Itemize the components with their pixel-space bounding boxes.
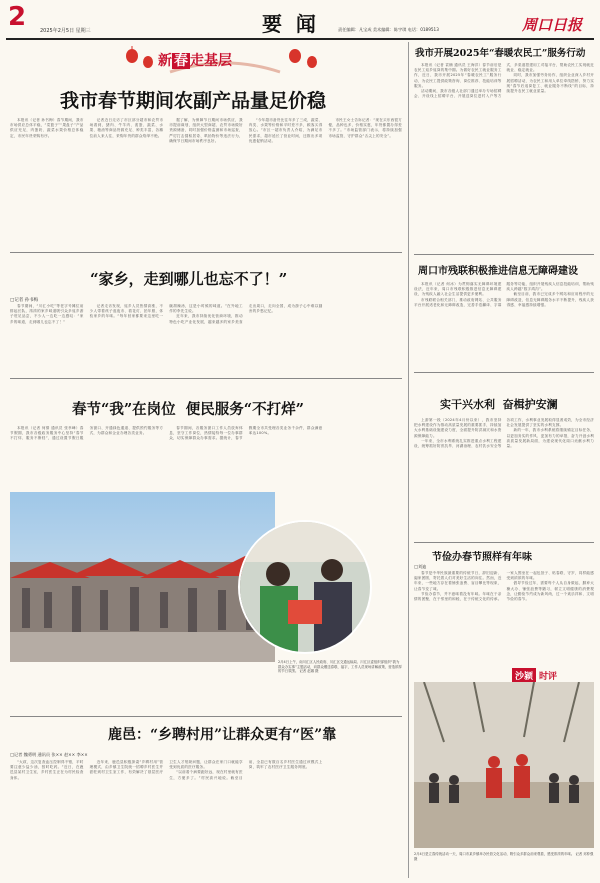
paragraph: 本报讯（记者 孙书梅）春节期间，我市市场供应总体平稳，“菜篮子”“果盘子”产品供应充足，肉蛋奶、蔬菜水果价格总体稳定，市民年货采购有序。 bbox=[10, 118, 84, 138]
paragraph: 倡导节俭过年，需要每个人从自身做起，摒弃大操大办、铺张浪费等陋习，树立文明健康的消费观念，让勤俭节约成为新风尚，过一个欢乐祥和、文明节俭的春节。 bbox=[506, 581, 594, 602]
masthead bbox=[0, 0, 600, 40]
paragraph: 市民王女士告诉记者：“现在买东西很方便，品种也多，价格实惠，年货都置办得差不多了。”市场监管部门表示，将持续加强市场监管，守护群众“舌尖上的安全”。 bbox=[328, 118, 402, 138]
paragraph: 近年来，鹿邑县积极探索“乡聘村用”管理模式，由乡镇卫生院统一招聘乡村医生并派驻到村卫生室工作，有效解决了基层医疗卫生人才短缺问题，让群众在家门口就能享受到优质的医疗服务。 bbox=[89, 760, 243, 775]
article5-title: 我市开展2025年“春暖农民工”服务行动 bbox=[415, 48, 586, 59]
article8-byline: □刘迪 bbox=[414, 564, 427, 569]
paragraph: 截至目前，我市已完成多个网站和应用程序的无障碍改造，信息无障碍服务水平不断提升，残疾人获得感、幸福感持续增强。 bbox=[506, 292, 594, 307]
article6-body bbox=[414, 282, 594, 370]
divider bbox=[10, 252, 402, 253]
article7-body bbox=[414, 418, 594, 538]
article4-body bbox=[10, 760, 402, 878]
divider bbox=[414, 254, 594, 255]
article2-byline: □记者 孙书梅 bbox=[10, 298, 39, 303]
commentary-tag bbox=[512, 664, 560, 682]
paragraph: 记者走访发现，返乡人员热情高涨，不少人带着孩子逛夜市、看花灯、拍年照，体验家乡的年味。“每年回家都要来这里吃一碗胡辣汤，这是小时候的味道。”在外地工作的李先生说。 bbox=[89, 304, 243, 319]
divider bbox=[10, 716, 402, 717]
paper-logo: 周口日报 bbox=[522, 16, 583, 34]
paragraph: 近年来，我市持续优化营商环境，推动特色小吃产业化发展，越来越多的家乡美食走出周口，走向全国，成为游子心中难以割舍的乡愁记忆。 bbox=[169, 304, 323, 324]
paragraph: “今年超市备货比往年多了三成，蔬菜、肉类、水果等价格和平时差不多，顾客买得放心。”市区一超市负责人介绍，为满足市民需求，超市延长了营业时间，还推出多项优惠促销活动。 bbox=[248, 118, 323, 143]
rubric-label-a: 新 bbox=[158, 53, 172, 69]
article1-body bbox=[10, 118, 402, 246]
article2-body bbox=[10, 304, 402, 376]
article8-title: 节俭办春节照样有年味 bbox=[432, 552, 532, 563]
rubric-label-b: 春 bbox=[174, 53, 188, 69]
paragraph: 记者近日走访了市区部分超市和农贸市场看到，猪肉、牛羊肉、禽蛋、蔬菜、水果、粮油等商品货源充足、种类丰富，各摊位前人来人往，采购年货的群众络绎不绝。 bbox=[89, 118, 164, 138]
photo-caption: 2月4日上午，南川汇区人民政府、川汇区交通运输局、川汇区委组织部组织“我为群众办实事”主题活动，向群众赠送春联、福字，工作人员现场讲解政策，营造浓厚的节日氛围。 记者 赵娜 摄 bbox=[278, 660, 402, 674]
news-photo-inset bbox=[238, 520, 372, 654]
paragraph: 春节是中华民族最重要的传统节日，辞旧迎新、阖家团圆，寄托着人们对美好生活的向往。然而，近年来，一些地方存在着铺张浪费、盲目攀比等现象，让春节变了味。 bbox=[414, 571, 502, 591]
paragraph: 本报讯（记者 何冰）为贯彻落实无障碍环境建设法，近年来，周口市残联积极推进信息无障碍建设，为残疾人融入社会生活提供更多便利。 bbox=[414, 282, 502, 297]
rubric-label-c: 走基层 bbox=[190, 53, 232, 69]
article1-title: 我市春节期间农副产品量足价稳 bbox=[60, 90, 327, 112]
dance-scene-image bbox=[414, 682, 594, 848]
article3-title: 春节“我”在岗位 便民服务“不打烊” bbox=[72, 401, 304, 418]
masthead-rule bbox=[6, 38, 594, 40]
paragraph: 春节期间，“川汇小吃”等老字号摊位前排起长队，浓浓的家乡味道吸引众多返乡游子驻足品尝，不少人一边吃一边感叹：“家乡的味道，走到哪儿也忘不了！” bbox=[10, 304, 84, 324]
news-photo bbox=[10, 492, 275, 662]
paragraph: 活动期间，我市各级人社部门通过举办专场招聘会、开设线上招聘平台、开展送岗位进村入户等方式，多渠道搭建用工对接平台，帮助农民工实现就近就业、稳定就业。 bbox=[414, 63, 594, 99]
people-portrait-image bbox=[240, 522, 370, 652]
paragraph: 节俭办春节，并不意味着没有年味。年味在于亲情的团聚，在于邻里的和睦，在于传统文化的传承。一家人围坐在一起包饺子、贴春联、守岁，同样能感受到浓浓的年味。 bbox=[414, 571, 594, 602]
paragraph: 新的一年，我市水利系统将继续锚定目标任务，以更加务实的作风、更加有力的举措，奋力开创水利高质量发展新局面，为建设现代化周口贡献水利力量。 bbox=[506, 428, 594, 449]
divider bbox=[10, 378, 402, 379]
commentary-tag-a: 沙颍 bbox=[512, 668, 536, 683]
photo2-caption: 2月4日是立春传统活动一天，周口市某乡镇举办民俗文化活动，吸引众多群众前来观看，感受浓浓的年味。 记者 邓仲强 摄 bbox=[414, 852, 594, 861]
editors-line: 责任编辑：凡宝成 美术编辑：陈宇琪 电话：0189513 bbox=[338, 27, 439, 32]
article6-title: 周口市残联积极推进信息无障碍建设 bbox=[418, 266, 578, 277]
article7-title: 实干兴水利 奋楫护安澜 bbox=[440, 398, 558, 411]
article5-body bbox=[414, 63, 594, 251]
section-title: 要 闻 bbox=[262, 12, 316, 36]
paragraph: 春节期间，各服务窗口工作人员放弃休息，坚守工作岗位，热情接待每一位办事群众，切实保障群众办事需求。据统计，春节假期全市共受理各类业务千余件，群众满意率达100%。 bbox=[169, 426, 323, 441]
divider bbox=[414, 372, 594, 373]
paragraph: 一年来，全市水利系统扎实推进重点水利工程建设，统筹抓好防汛抗旱、河湖治理、农村饮水安全等各项工作，水利事业发展取得显著成效，为全市经济社会发展提供了坚实的水利支撑。 bbox=[414, 418, 594, 449]
festival-photo bbox=[414, 682, 594, 848]
rubric-title bbox=[158, 50, 232, 70]
article8-body bbox=[414, 571, 594, 663]
article2-title: “家乡，走到哪儿也忘不了！” bbox=[90, 270, 288, 288]
article4-title: 鹿邑：“乡聘村用”让群众更有“医”靠 bbox=[108, 727, 337, 743]
paragraph: 上游第一段（2024年4月份以来），我市坚持把水利建设作为推动高质量发展的重要抓手，持续加大水利基础设施建设力度，全面提升防洪减灾和水资源保障能力。 bbox=[414, 418, 502, 438]
page-number: 2 bbox=[8, 2, 27, 32]
paragraph: 市残联联合相关部门，推动政府网站、公共服务平台开展适老化和无障碍改造，完善手语翻译、字幕服务等功能，组织开展残疾人信息技能培训，帮助残疾人跨越“数字鸿沟”。 bbox=[414, 282, 594, 307]
paragraph: 据了解，为保障节日期间市场供应，我市提前谋划，组织大型商超、农贸市场做好货源储备，同时加强价格监测和市场巡查，严厉打击囤积居奇、哄抬物价等违法行为，确保节日期间市场秩序良好。 bbox=[169, 118, 243, 143]
paragraph: 本报讯（记者 袁楠 通讯员 王海洋）春节前后是农民工返乡返岗的集中期。为做好农民工就业服务工作，近日，我市开展2025年“春暖农民工”服务行动，为农民工提供政策咨询、岗位推荐、技能培训等服务。 bbox=[414, 63, 502, 88]
paragraph: “大叔，这次复查血压控制得不错，平时要注意少盐少油，按时吃药。”近日，在鹿邑县某村卫生室，乡村医生正在为村民检查身体。 bbox=[10, 760, 84, 780]
column-divider bbox=[408, 42, 409, 878]
date-line: 2025年2月5日 星期三 bbox=[40, 28, 91, 34]
market-scene-image bbox=[10, 492, 275, 662]
paragraph: 本报讯（记者 何倩 通讯员 张孝峰）春节假期，我市各级政务服务中心坚持“春节不打烊、服务不断档”，通过设置节假日服务窗口、开通绿色通道、提供预约服务等方式，为群众和企业办理各类业务。 bbox=[10, 426, 164, 441]
paragraph: “以前看个病要跑好远，现在村里就有医生，方便多了。”村民高兴地说。截至目前，全县已有数百名乡村医生通过该模式上岗，筑牢了农村医疗卫生服务网底。 bbox=[169, 760, 323, 780]
rubric-banner bbox=[40, 44, 410, 80]
paragraph: 同时，我市加强劳务协作，组织企业深入乡村开展招聘活动，为农民工和用人单位牵线搭桥，努力实现“春节后返岗复工、就业服务不断线”的目标，持续提升农民工就业质量。 bbox=[506, 73, 594, 94]
article3-body bbox=[10, 426, 402, 486]
divider bbox=[414, 542, 594, 543]
article4-byline: □记者 魏勇明 通讯员 张×× 赵×× 李×× bbox=[10, 752, 88, 757]
commentary-tag-b: 时评 bbox=[539, 672, 558, 682]
